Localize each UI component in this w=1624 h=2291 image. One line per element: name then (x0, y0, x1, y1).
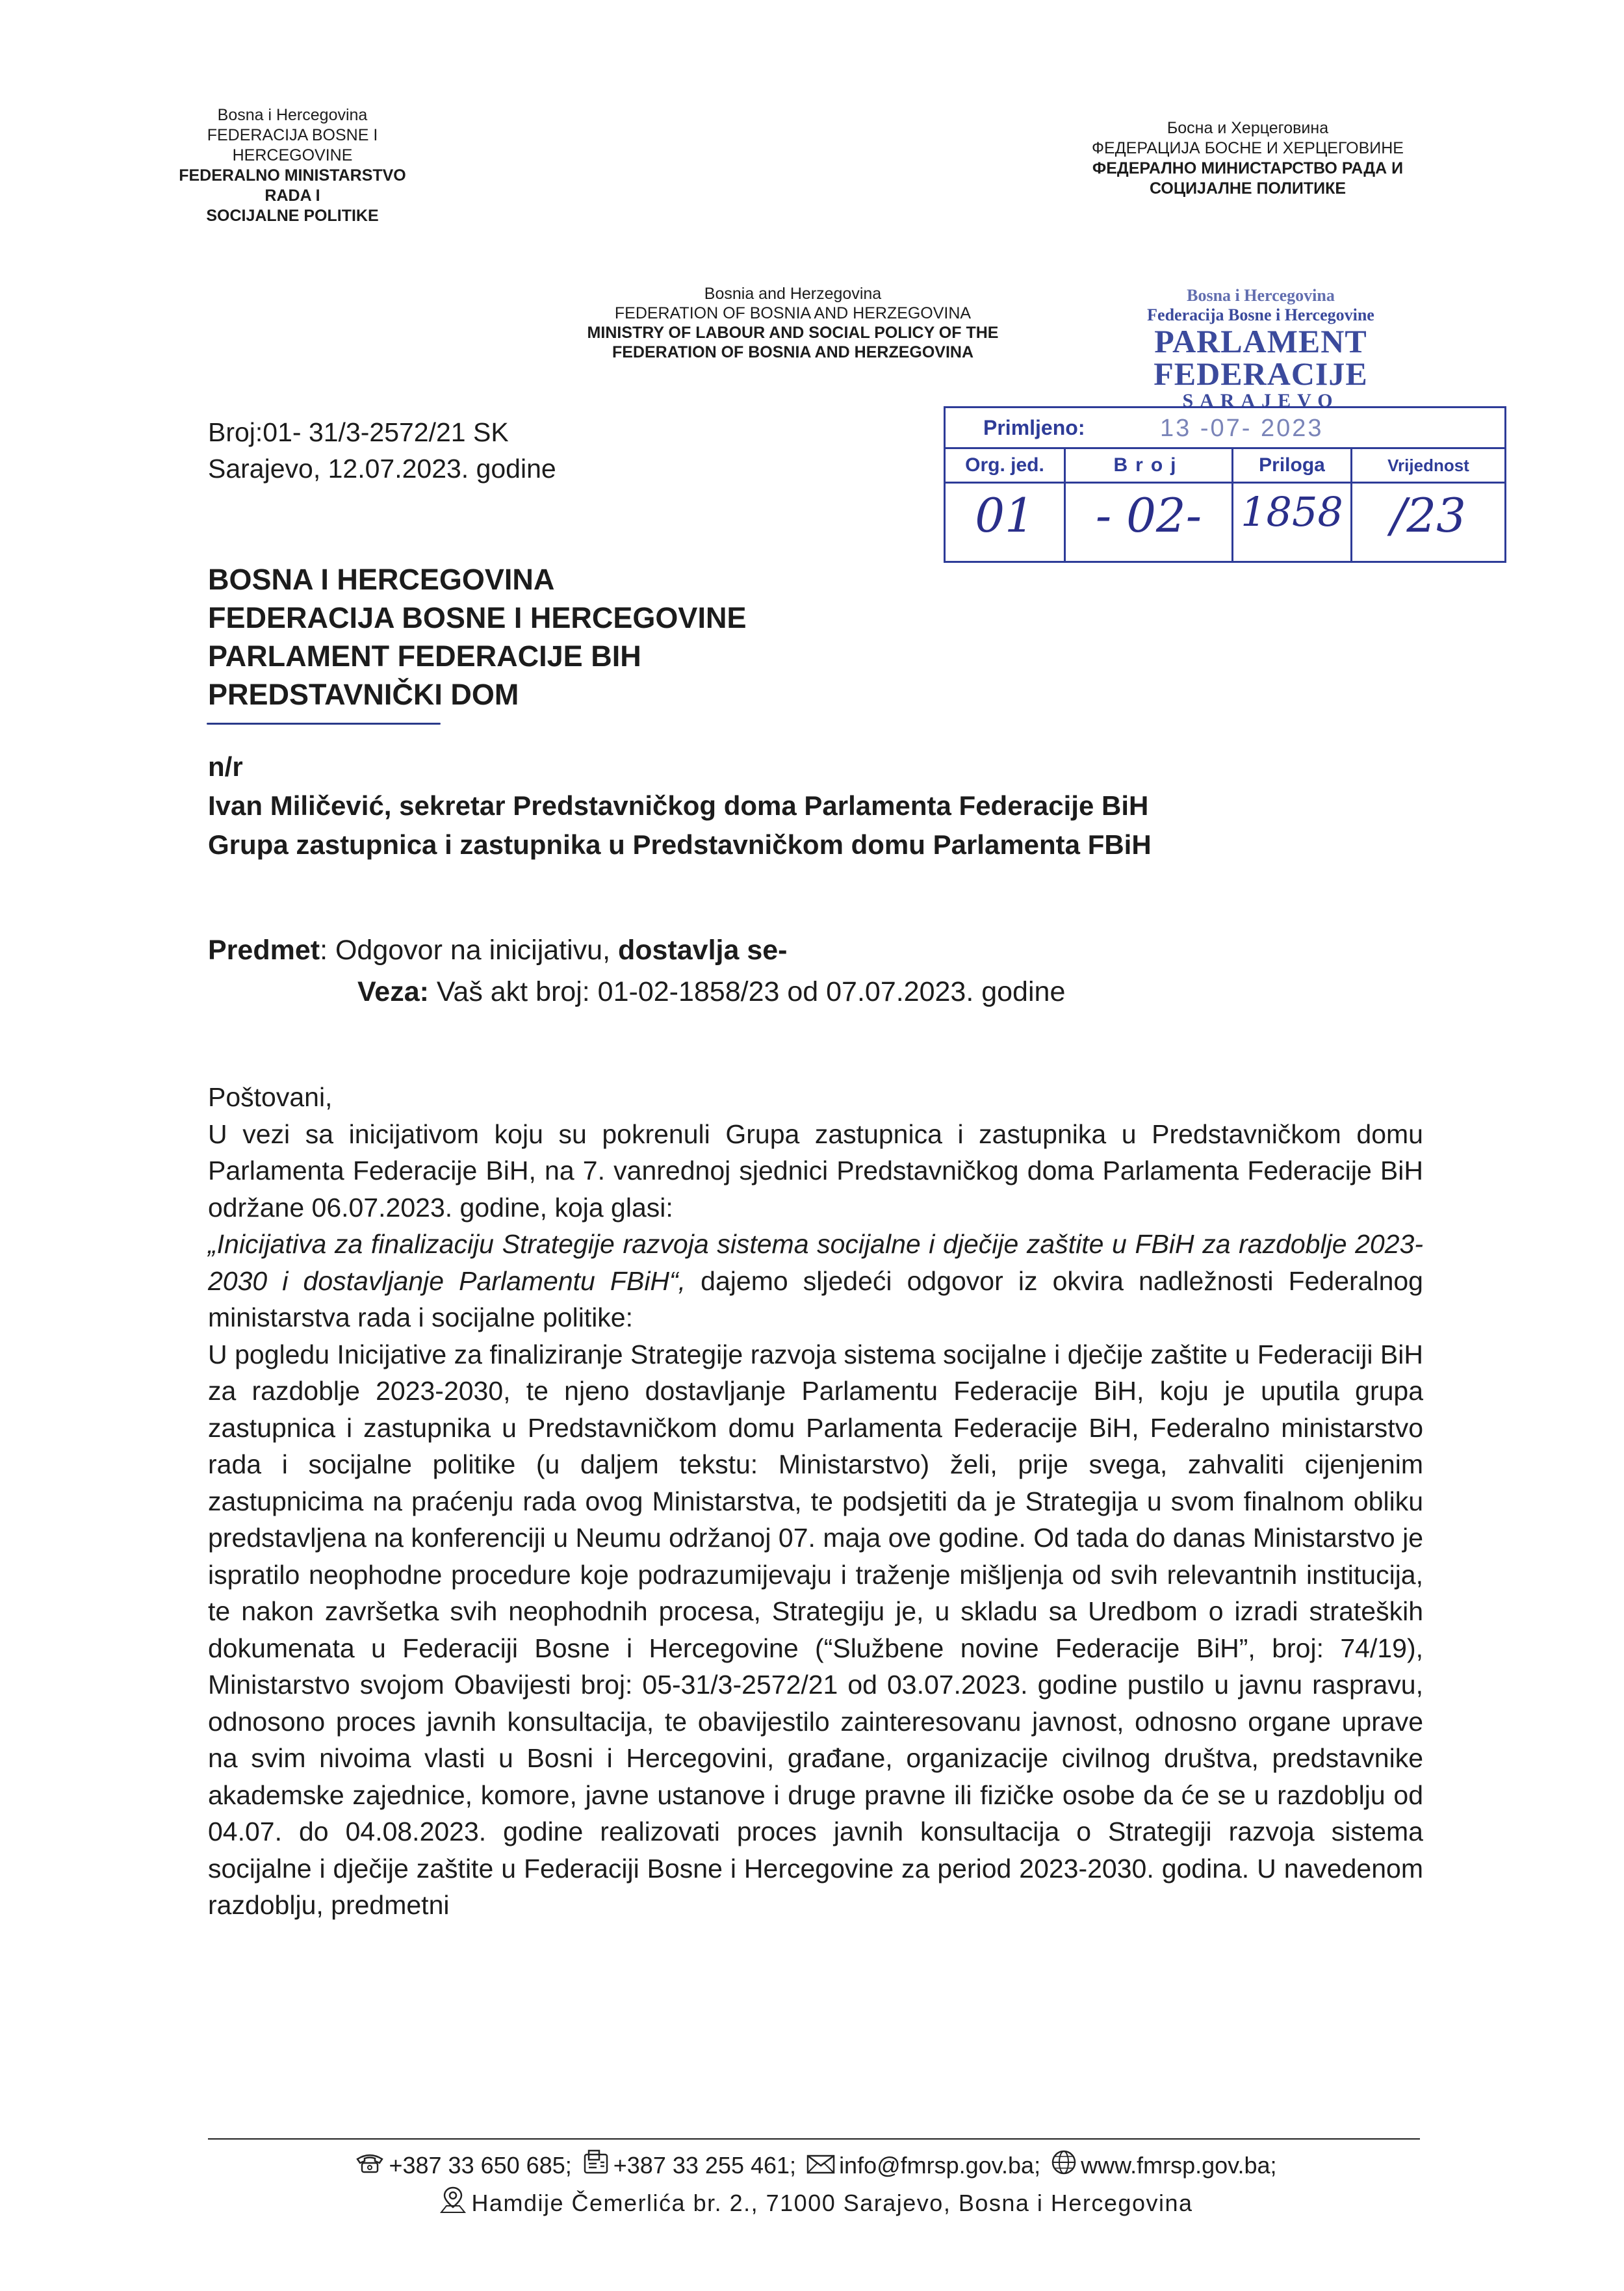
attention-line: Ivan Miličević, sekretar Predstavničkog doma Parlamenta Federacije BiH (208, 790, 1149, 821)
header-left-line: Bosna i Hercegovina (217, 106, 368, 124)
reference-link-line (357, 971, 1065, 1013)
attention-line: Grupa zastupnica i zastupnika u Predstavničkom domu Parlamenta FBiH (208, 829, 1152, 860)
stamp-cell-vrijednost (1352, 449, 1504, 561)
stamp-cell-priloga (1233, 449, 1352, 561)
handwritten-underline (207, 723, 441, 725)
stamp-col-value: /23 (1391, 488, 1466, 543)
footer-address: Hamdije Čemerlića br. 2., 71000 Sarajevo, Bosna i Hercegovina (471, 2190, 1193, 2216)
header-right-line: ФЕДЕРАЛНО МИНИСТАРСТВО РАДА И (1092, 159, 1404, 177)
stamp-col-value: 1858 (1241, 488, 1343, 536)
footer-address-row (208, 2185, 1420, 2225)
stamp-col-label: Vrijednost (1352, 449, 1504, 484)
recipient-line: FEDERACIJA BOSNE I HERCEGOVINE (208, 601, 747, 634)
footer-email: info@fmrsp.gov.ba; (839, 2152, 1041, 2179)
stamp-col-label: Broj (1066, 449, 1231, 484)
initiative-quote: „Inicijativa za finalizaciju Strategije razvoja sistema socijalne i dječije zaštite u FBiH za razdoblje 2023-2030 i dostavljanje Parlamentu FBiH“, (208, 1229, 1423, 1296)
stamp-cell-org (946, 449, 1066, 561)
header-left (162, 105, 422, 226)
recipient-line: BOSNA I HERCEGOVINA (208, 563, 555, 596)
body-paragraph-quote (208, 1226, 1423, 1336)
footer-divider (208, 2138, 1420, 2140)
veza-text: Vaš akt broj: 01-02-1858/23 od 07.07.2023. godine (428, 976, 1066, 1007)
body-paragraph: U pogledu Inicijative za finaliziranje Strategije razvoja sistema socijalne i dječije zaštite u Federaciji BiH za razdoblje 2023-2030, te njeno dostavljanje Parlamentu Federacije BiH, koju je uputila grupa zastupnica i zastupnika u Predstavničkom domu Parlamenta Federacije BiH, Federalno ministarstvo rada i socijalne politike (u daljem tekstu: Ministarstvo) želi, prije svega, zahvaliti cijenjenim zastupnicima na praćenju rada ovog Ministarstva, te podsjetiti da je Strategija u svom finalnom obliku predstavljena na konferenciji u Neumu održanoj 07. maja ove godine. Od tada do danas Ministarstvo je ispratilo neophodne procedure koje podrazumijevaju i traženje mišljenja od svih relevantnih institucija, te nakon završetka svih neophodnih procesa, Strategiju je, u skladu sa Uredbom o izradi strateških dokumenata u Federaciji Bosne i Hercegovine (“Službene novine Federacije BiH”, broj: 74/19), Ministarstvo svojom Obavijesti broj: 05-31/3-2572/21 od 03.07.2023. godine pustilo u javnu raspravu, odnosono proces javnih konsultacija, te obavijestilo zainteresovanu javnost, odnosno organe uprave na svim nivoima vlasti u Bosni i Hercegovini, građane, organizacije civilnog društva, predstavnike akademske zajednice, komore, javne ustanove i druge pravne ili fizičke osobe da će se u razdoblju od 04.07. do 04.08.2023. godine realizovati proces javnih konsultacija o Strategiji razvoja sistema socijalne i dječije zaštite u Federaciji Bosne i Hercegovine za period 2023-2030. godina. U navedenom razdoblju, predmetni (208, 1339, 1423, 1920)
body-paragraph-tail: dajemo sljedeći odgovor iz okvira nadležnosti Federalnog ministarstva rada i socijalne politike: (208, 1265, 1423, 1332)
stamp-line: Federacija Bosne i Hercegovine (1147, 305, 1374, 324)
header-center (546, 284, 1040, 362)
parliament-stamp-header (1066, 286, 1456, 412)
received-stamp (944, 406, 1506, 563)
footer (208, 2148, 1420, 2225)
globe-icon (1051, 2149, 1077, 2185)
letter-body (208, 1079, 1423, 1924)
footer-fax: +387 33 255 461; (613, 2152, 797, 2179)
recipient-line: PARLAMENT FEDERACIJE BIH (208, 640, 641, 673)
stamp-col-value: - 02- (1095, 488, 1202, 543)
reference-place-date: Sarajevo, 12.07.2023. godine (208, 454, 556, 484)
stamp-line: PARLAMENT FEDERACIJE (1154, 323, 1368, 392)
attention-block (208, 747, 1152, 864)
stamp-col-value: 01 (975, 488, 1035, 543)
stamp-received-row (946, 408, 1504, 449)
header-left-line: FEDERACIJA BOSNE I HERCEGOVINE (207, 126, 378, 164)
header-left-line: SOCIJALNE POLITIKE (206, 207, 379, 225)
header-right-line: СОЦИЈАЛНЕ ПОЛИТИКЕ (1149, 179, 1347, 198)
stamp-cell-broj (1066, 449, 1233, 561)
body-paragraph: U vezi sa inicijativom koju su pokrenuli Grupa zastupnica i zastupnika u Predstavničkom domu Parlamenta Federacije BiH, na 7. vanrednoj sjednici Predstavničkog doma Parlamenta Federacije BiH održane 06.07.2023. godine, koja glasi: (208, 1119, 1423, 1223)
subject-text: : Odgovor na inicijativu, (320, 935, 618, 966)
header-right (1014, 118, 1482, 199)
mail-icon (806, 2149, 835, 2184)
footer-phone: +387 33 650 685; (389, 2152, 572, 2179)
stamp-received-label: Primljeno: (983, 416, 1085, 439)
subject-line (208, 929, 787, 971)
header-right-line: Босна и Херцеговина (1166, 119, 1329, 137)
header-center-line: FEDERATION OF BOSNIA AND HERZEGOVINA (612, 343, 974, 361)
subject-label: Predmet (208, 935, 320, 966)
recipient-line: PREDSTAVNIČKI DOM (208, 678, 519, 711)
greeting: Poštovani, (208, 1082, 333, 1112)
stamp-received-date: 13 -07- 2023 (1160, 415, 1324, 442)
header-center-line: MINISTRY OF LABOUR AND SOCIAL POLICY OF THE (587, 324, 999, 342)
stamp-line: Bosna i Hercegovina (1187, 286, 1335, 305)
reference-block (208, 414, 556, 487)
phone-icon (355, 2149, 385, 2184)
veza-label: Veza: (357, 976, 429, 1007)
stamp-col-label: Priloga (1233, 449, 1350, 484)
fax-icon (582, 2149, 610, 2185)
attention-nr: n/r (208, 751, 243, 782)
footer-contact-row (208, 2148, 1420, 2185)
footer-web: www.fmrsp.gov.ba; (1081, 2152, 1277, 2179)
stamp-col-label: Org. jed. (946, 449, 1064, 484)
recipient-block (208, 560, 746, 714)
header-left-line: FEDERALNO MINISTARSTVO RADA I (179, 166, 406, 205)
header-center-line: Bosnia and Herzegovina (704, 285, 882, 303)
stamp-line: SARAJEVO (1182, 390, 1339, 411)
location-pin-icon (439, 2185, 467, 2225)
header-right-line: ФЕДЕРАЦИЈА БОСНЕ И ХЕРЦЕГОВИНЕ (1092, 139, 1404, 157)
reference-number: Broj:01- 31/3-2572/21 SK (208, 417, 509, 447)
subject-bold-text: dostavlja se- (617, 935, 788, 966)
header-center-line: FEDERATION OF BOSNIA AND HERZEGOVINA (614, 304, 972, 322)
